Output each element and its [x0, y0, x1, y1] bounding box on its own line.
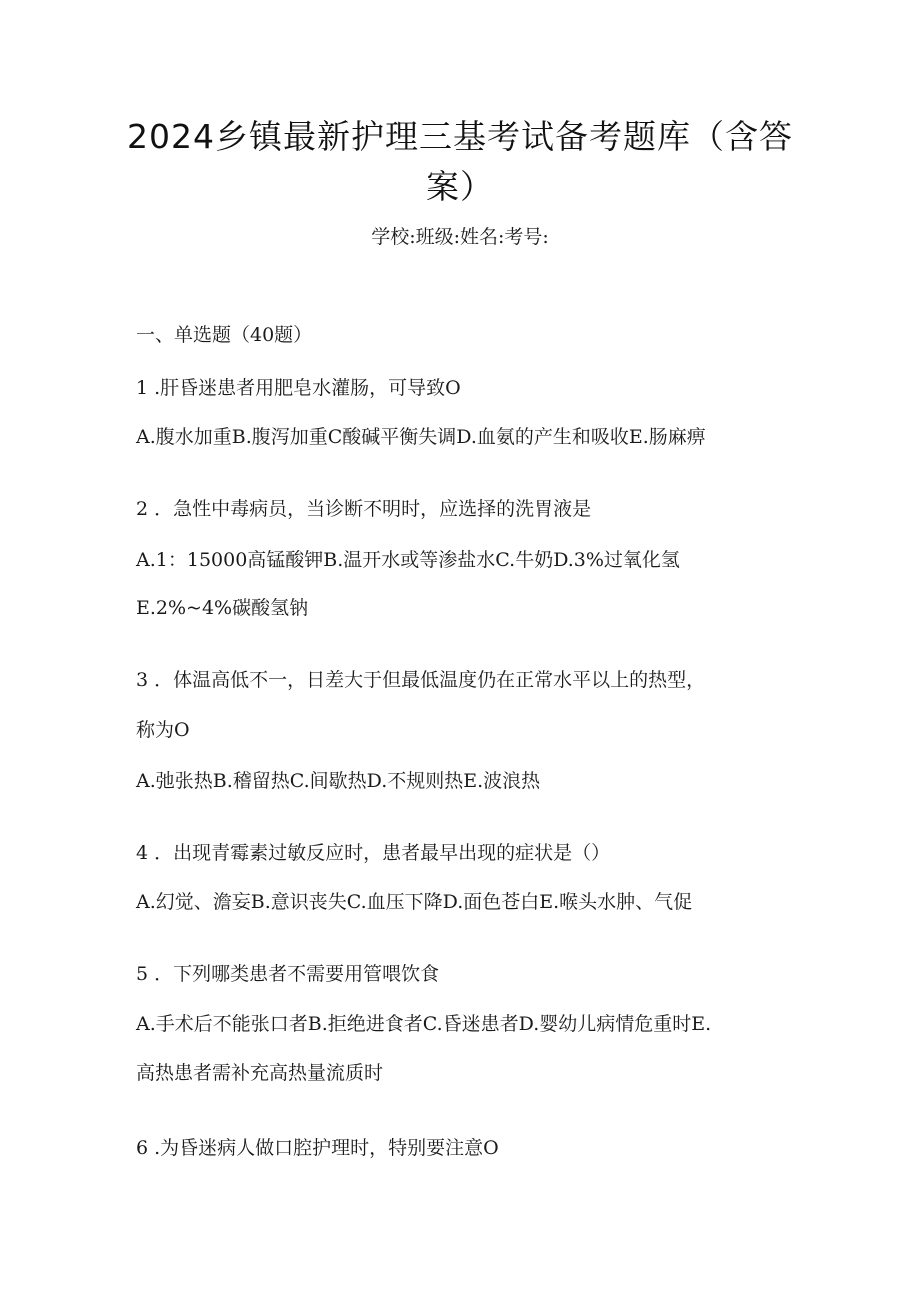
- page-title: [120, 112, 800, 212]
- question-4-stem: 4 ．出现青霉素过敏反应时，患者最早出现的症状是（）: [136, 842, 611, 864]
- student-info-line: 学校:班级:姓名:考号:: [371, 226, 549, 248]
- title-line-1: 2024乡镇最新护理三基考试备考题库（含答: [127, 117, 793, 156]
- question-3-stem-continued: 称为O: [136, 719, 190, 741]
- question-2-stem: 2 ．急性中毒病员，当诊断不明时，应选择的洗胃液是: [136, 498, 592, 520]
- question-3-stem: 3 ．体温高低不一，日差大于但最低温度仍在正常水平以上的热型，: [136, 669, 706, 691]
- question-2-options: A.1：15000高锰酸钾B.温开水或等渗盐水C.牛奶D.3%过氧化氢: [136, 549, 680, 571]
- section-heading: 一、单选题（40题）: [136, 324, 313, 346]
- question-4-options: A.幻觉、澹妄B.意识丧失C.血压下降D.面色苍白E.喉头水肿、气促: [136, 891, 693, 913]
- question-5-stem: 5 ．下列哪类患者不需要用管喂饮食: [136, 963, 440, 985]
- question-5-options-continued: 高热患者需补充高热量流质时: [136, 1062, 384, 1084]
- question-6-stem: 6 .为昏迷病人做口腔护理时，特别要注意O: [136, 1137, 499, 1159]
- question-2-options-continued: E.2%~4%碳酸氢钠: [136, 597, 309, 619]
- question-1-stem: 1 .肝昏迷患者用肥皂水灌肠，可导致O: [136, 377, 461, 399]
- question-1-options: A.腹水加重B.腹泻加重C酸碱平衡失调D.血氨的产生和吸收E.肠麻痹: [136, 426, 706, 448]
- title-line-2: 案）: [426, 167, 494, 206]
- question-3-options: A.弛张热B.稽留热C.间歇热D.不规则热E.波浪热: [136, 770, 541, 792]
- question-5-options: A.手术后不能张口者B.拒绝进食者C.昏迷患者D.婴幼儿病情危重时E.: [136, 1013, 712, 1035]
